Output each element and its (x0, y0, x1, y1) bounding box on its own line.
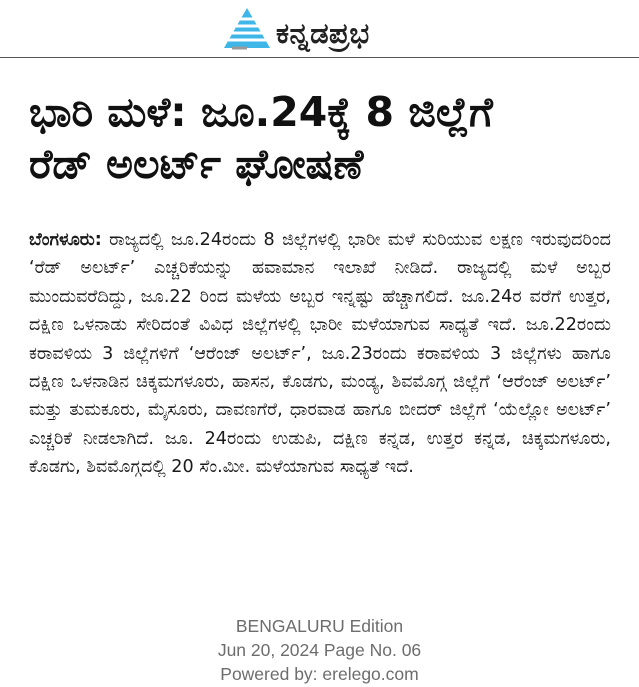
dateline: ಬೆಂಗಳೂರು: (29, 230, 102, 250)
triangle-stripes-icon (222, 6, 272, 50)
logo-text: ಕನ್ನಡಪ್ರಭ (276, 16, 370, 50)
headline (29, 86, 619, 190)
headline-line-2: ರೆಡ್ ಅಲರ್ಟ್ ಘೋಷಣೆ (29, 140, 364, 188)
masthead (0, 0, 639, 58)
edition-date-page: Jun 20, 2024 Page No. 06 (217, 640, 422, 660)
powered-by-link[interactable]: Powered by: erelego.com (220, 664, 419, 684)
kannada-prabha-logo[interactable] (222, 4, 422, 50)
edition-name: BENGALURU Edition (235, 616, 404, 636)
article-body (29, 226, 611, 482)
edition-footer (0, 614, 639, 686)
article-text: ರಾಜ್ಯದಲ್ಲಿ ಜೂ.24ರಂದು 8 ಜಿಲ್ಲೆಗಳಲ್ಲಿ ಭಾರೀ ಮಳೆ ಸುರಿಯುವ ಲಕ್ಷಣ ಇರುವುದರಿಂದ ‘ರೆಡ್ ಅಲರ್ಟ್’ ಎಚ್ಚರಿಕೆಯನ್ನು ಹವಾಮಾನ ಇಲಾಖೆ ನೀಡಿದೆ. ರಾಜ್ಯದಲ್ಲಿ ಮಳೆ ಅಬ್ಬರ ಮುಂದುವರೆದಿದ್ದು, ಜೂ.22 ರಿಂದ ಮಳೆಯ ಅಬ್ಬರ ಇನ್ನಷ್ಟು ಹೆಚ್ಚಾಗಲಿದೆ. ಜೂ.24ರ ವರೆಗೆ ಉತ್ತರ, ದಕ್ಷಿಣ ಒಳನಾಡು ಸೇರಿದಂತೆ ವಿವಿಧ ಜಿಲ್ಲೆಗಳಲ್ಲಿ ಭಾರೀ ಮಳೆಯಾಗುವ ಸಾಧ್ಯತೆ ಇದೆ. ಜೂ.22ರಂದು ಕರಾವಳಿಯ 3 ಜಿಲ್ಲೆಗಳಿಗೆ ‘ಆರೆಂಜ್ ಅಲರ್ಟ್’, ಜೂ.23ರಂದು ಕರಾವಳಿಯ 3 ಜಿಲ್ಲೆಗಳು ಹಾಗೂ ದಕ್ಷಿಣ ಒಳನಾಡಿನ ಚಿಕ್ಕಮಗಳೂರು, ಹಾಸನ, ಕೊಡಗು, ಮಂಡ್ಯ, ಶಿವಮೊಗ್ಗ ಜಿಲ್ಲೆಗೆ ‘ಆರೆಂಜ್ ಅಲರ್ಟ್’ ಮತ್ತು ತುಮಕೂರು, ಮೈಸೂರು, ದಾವಣಗೆರೆ, ಧಾರವಾಡ ಹಾಗೂ ಬೀದರ್ ಜಿಲ್ಲೆಗೆ ‘ಯೆಲ್ಲೋ ಅಲರ್ಟ್’ ಎಚ್ಚರಿಕೆ ನೀಡಲಾಗಿದೆ. ಜೂ. 24ರಂದು ಉಡುಪಿ, ದಕ್ಷಿಣ ಕನ್ನಡ, ಉತ್ತರ ಕನ್ನಡ, ಚಿಕ್ಕಮಗಳೂರು, ಕೊಡಗು, ಶಿವಮೊಗ್ಗದಲ್ಲಿ 20 ಸೆಂ.ಮೀ. ಮಳೆಯಾಗುವ ಸಾಧ್ಯತೆ ಇದೆ. (29, 230, 611, 478)
headline-line-1: ಭಾರಿ ಮಳೆ: ಜೂ.24ಕ್ಕೆ 8 ಜಿಲ್ಲೆಗೆ (29, 88, 493, 136)
masthead-divider (0, 57, 639, 58)
